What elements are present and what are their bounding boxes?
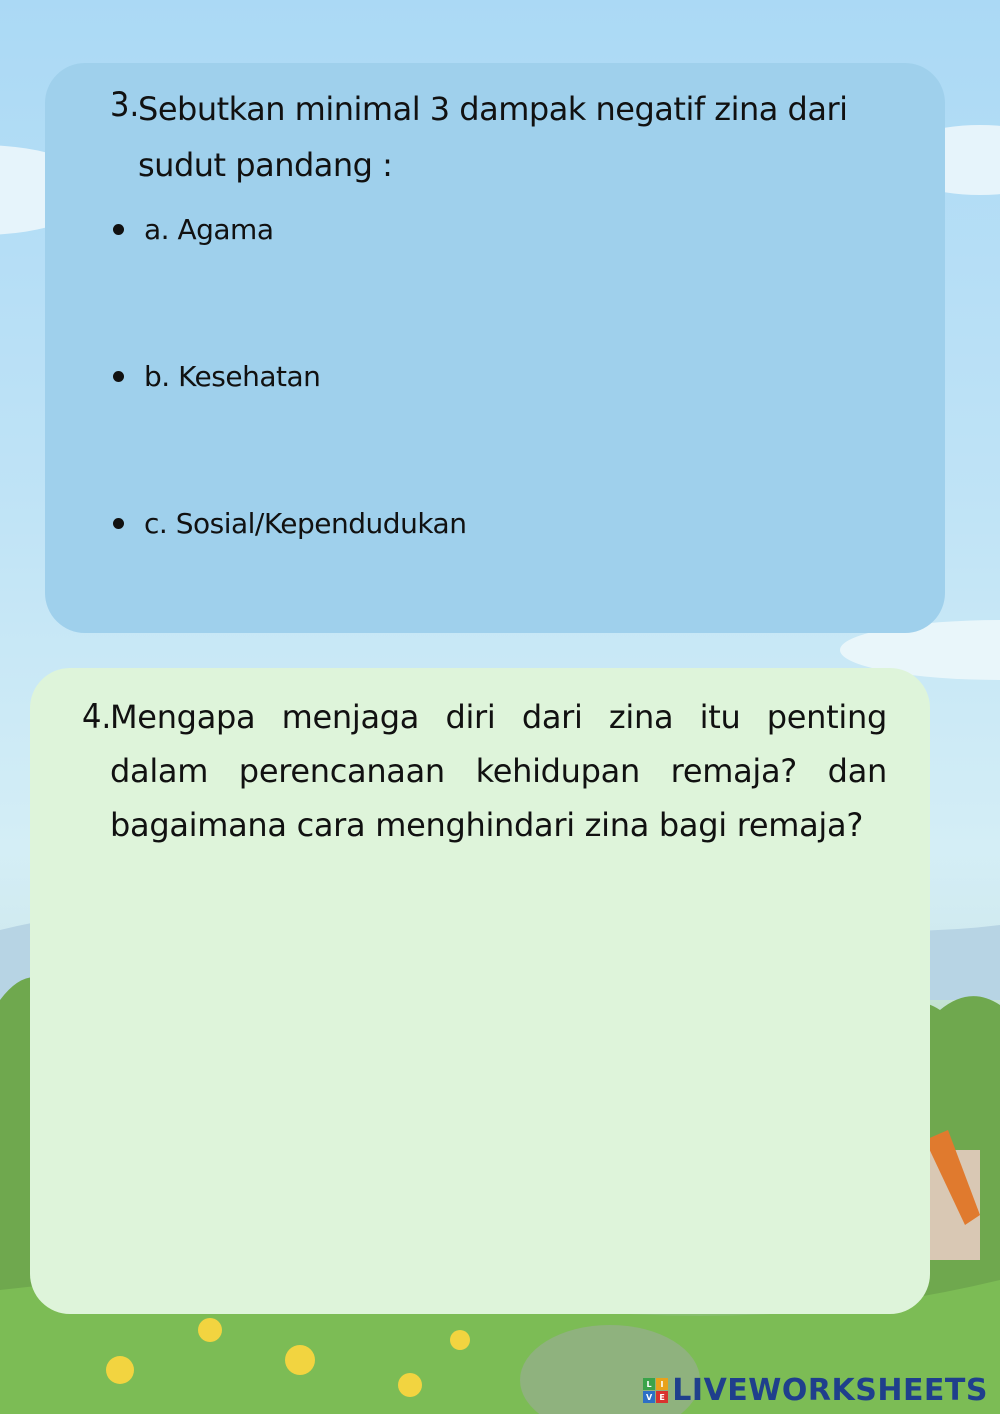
bullet-icon <box>113 224 124 235</box>
list-item-sosial <box>113 507 466 540</box>
flower-shape <box>106 1356 134 1384</box>
list-item-label: a. Agama <box>144 213 274 246</box>
flower-shape <box>450 1330 470 1350</box>
list-item-agama <box>113 213 273 246</box>
list-item-label: b. Kesehatan <box>144 360 321 393</box>
logo-grid-icon <box>643 1378 668 1403</box>
list-item-kesehatan <box>113 360 320 393</box>
question-3-text: Sebutkan minimal 3 dampak negatif zina dari sudut pandang : <box>138 90 848 184</box>
question-3-number: 3. <box>110 85 140 125</box>
flower-shape <box>285 1345 315 1375</box>
question-4-prompt <box>82 690 887 852</box>
liveworksheets-logo <box>643 1373 988 1408</box>
question-4-number: 4. <box>82 697 112 737</box>
logo-letter: I <box>656 1378 668 1390</box>
question-3-prompt <box>110 81 870 193</box>
question-3-card <box>45 63 945 633</box>
logo-letter: V <box>643 1391 655 1403</box>
logo-letter: L <box>643 1378 655 1390</box>
list-item-label: c. Sosial/Kependudukan <box>144 507 467 540</box>
question-4-card <box>30 668 930 1314</box>
logo-letter: E <box>656 1391 668 1403</box>
flower-shape <box>198 1318 222 1342</box>
bullet-icon <box>113 371 124 382</box>
brand-name: LIVEWORKSHEETS <box>672 1373 988 1408</box>
bullet-icon <box>113 518 124 529</box>
flower-shape <box>398 1373 422 1397</box>
question-4-text: Mengapa menjaga diri dari zina itu penting dalam perencanaan kehidupan remaja? dan bagaimana cara menghindari zina bagi remaja? <box>110 698 887 844</box>
